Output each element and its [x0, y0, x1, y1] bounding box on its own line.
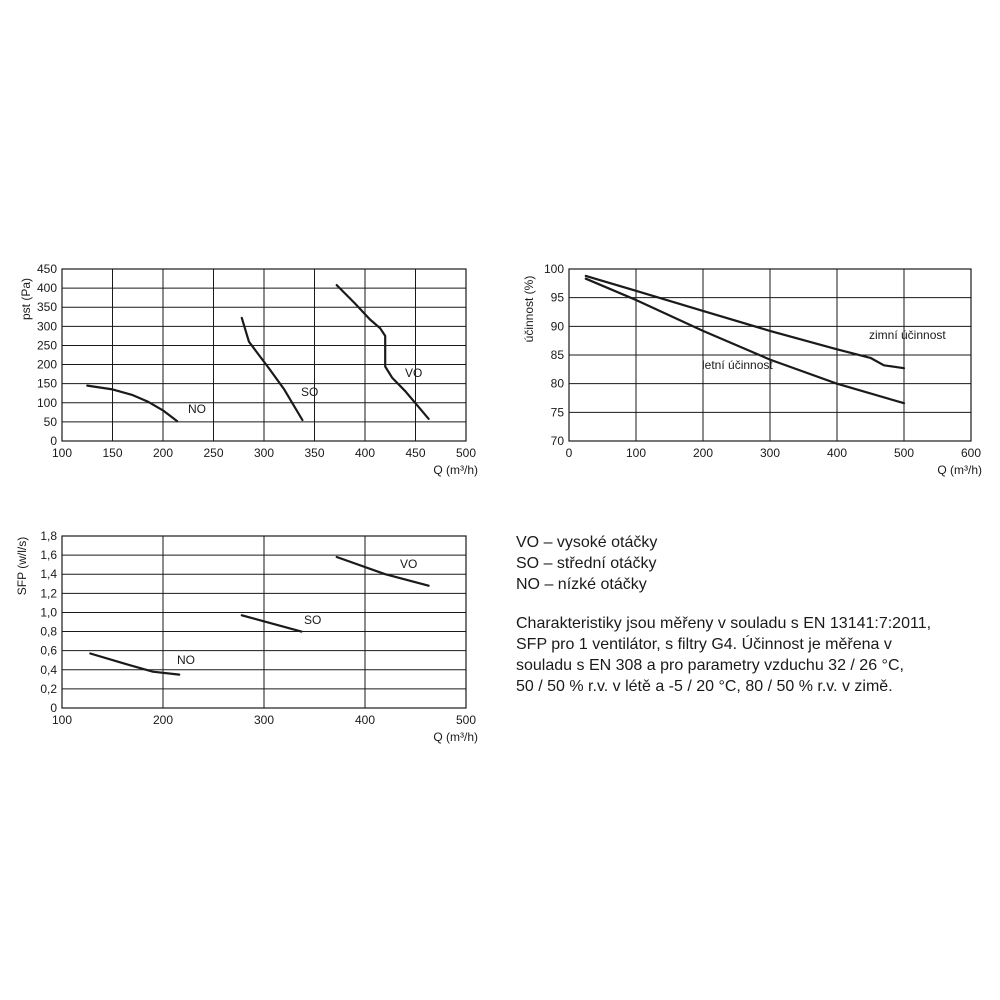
x-tick-label: 100	[625, 446, 647, 460]
y-tick-label: 400	[36, 281, 57, 296]
y-tick-label: 450	[36, 262, 57, 276]
series-label-letni-ucinnost: letní účinnost	[702, 358, 773, 372]
x-tick-label: 200	[152, 446, 174, 460]
series-label-no: NO	[177, 653, 195, 667]
x-tick-label: 300	[253, 446, 275, 460]
y-tick-label: 80	[550, 376, 564, 391]
y-tick-label: 85	[550, 348, 564, 362]
legend-vo: VO – vysoké otáčky	[516, 534, 658, 551]
speed-legend	[516, 532, 657, 595]
x-tick-label: 500	[455, 446, 477, 460]
y-tick-label: 100	[543, 262, 564, 276]
y-tick-label: 0,2	[40, 681, 57, 696]
x-axis-label: Q (m³/h)	[937, 463, 982, 477]
description-line: souladu s EN 308 a pro parametry vzduchu 32 / 26 °C,	[516, 657, 904, 674]
series-label-no: NO	[188, 402, 206, 416]
y-tick-label: 75	[550, 405, 564, 420]
series-line-vo	[337, 285, 429, 419]
x-tick-label: 500	[893, 446, 915, 460]
x-tick-label: 0	[565, 446, 573, 460]
x-tick-label: 200	[152, 713, 174, 727]
y-tick-label: 50	[43, 414, 57, 429]
x-tick-label: 100	[51, 446, 73, 460]
x-tick-label: 350	[304, 446, 325, 460]
efficiency-chart	[522, 262, 982, 477]
sfp-chart	[15, 529, 478, 744]
x-tick-label: 400	[354, 713, 376, 727]
y-axis-label: pst (Pa)	[19, 277, 33, 321]
x-tick-label: 400	[354, 446, 376, 460]
y-axis-label: účinnost (%)	[522, 275, 536, 343]
y-axis-label: SFP (w/l/s)	[15, 536, 29, 596]
series-line-so	[242, 615, 302, 631]
y-tick-label: 0	[50, 434, 57, 448]
x-tick-label: 150	[102, 446, 123, 460]
description-line: 50 / 50 % r.v. v létě a -5 / 20 °C, 80 / 50 % r.v. v zimě.	[516, 678, 893, 695]
y-tick-label: 0,6	[40, 643, 57, 658]
y-tick-label: 0	[50, 701, 57, 715]
series-label-vo: VO	[405, 366, 423, 380]
y-tick-label: 1,6	[40, 548, 57, 563]
series-label-zimni-ucinnost: zimní účinnost	[869, 328, 946, 342]
x-tick-label: 300	[759, 446, 781, 460]
series-label-vo: VO	[400, 557, 418, 571]
x-tick-label: 250	[203, 446, 224, 460]
measurement-description	[516, 613, 986, 697]
y-tick-label: 1,4	[40, 567, 57, 582]
y-tick-label: 0,4	[40, 662, 57, 677]
pressure-chart	[19, 262, 478, 477]
x-tick-label: 400	[826, 446, 848, 460]
series-line-zimni-ucinnost	[586, 276, 904, 368]
x-axis-label: Q (m³/h)	[433, 463, 478, 477]
y-tick-label: 1,0	[40, 605, 57, 620]
series-line-so	[242, 318, 303, 420]
y-tick-label: 100	[36, 395, 57, 410]
description-line: Charakteristiky jsou měřeny v souladu s EN 13141:7:2011,	[516, 615, 932, 632]
y-tick-label: 250	[36, 338, 57, 353]
series-line-no	[90, 654, 179, 675]
y-tick-label: 200	[36, 357, 57, 372]
y-tick-label: 90	[550, 319, 564, 334]
x-tick-label: 200	[692, 446, 714, 460]
description-line: SFP pro 1 ventilátor, s filtry G4. Účinnost je měřena v	[516, 636, 892, 653]
series-label-so: SO	[301, 385, 319, 399]
y-tick-label: 1,2	[40, 586, 57, 601]
x-tick-label: 100	[51, 713, 73, 727]
y-tick-label: 350	[36, 300, 57, 315]
y-tick-label: 0,8	[40, 624, 57, 639]
x-axis-label: Q (m³/h)	[433, 730, 478, 744]
y-tick-label: 70	[550, 434, 564, 448]
legend-so: SO – střední otáčky	[516, 555, 657, 572]
y-tick-label: 150	[36, 376, 57, 391]
x-tick-label: 500	[455, 713, 477, 727]
series-label-so: SO	[304, 613, 322, 627]
y-tick-label: 300	[36, 319, 57, 334]
x-tick-label: 300	[253, 713, 275, 727]
y-tick-label: 95	[550, 290, 564, 305]
series-line-no	[87, 386, 177, 422]
legend-no: NO – nízké otáčky	[516, 576, 647, 593]
x-tick-label: 450	[405, 446, 426, 460]
y-tick-label: 1,8	[40, 529, 57, 543]
x-tick-label: 600	[960, 446, 982, 460]
